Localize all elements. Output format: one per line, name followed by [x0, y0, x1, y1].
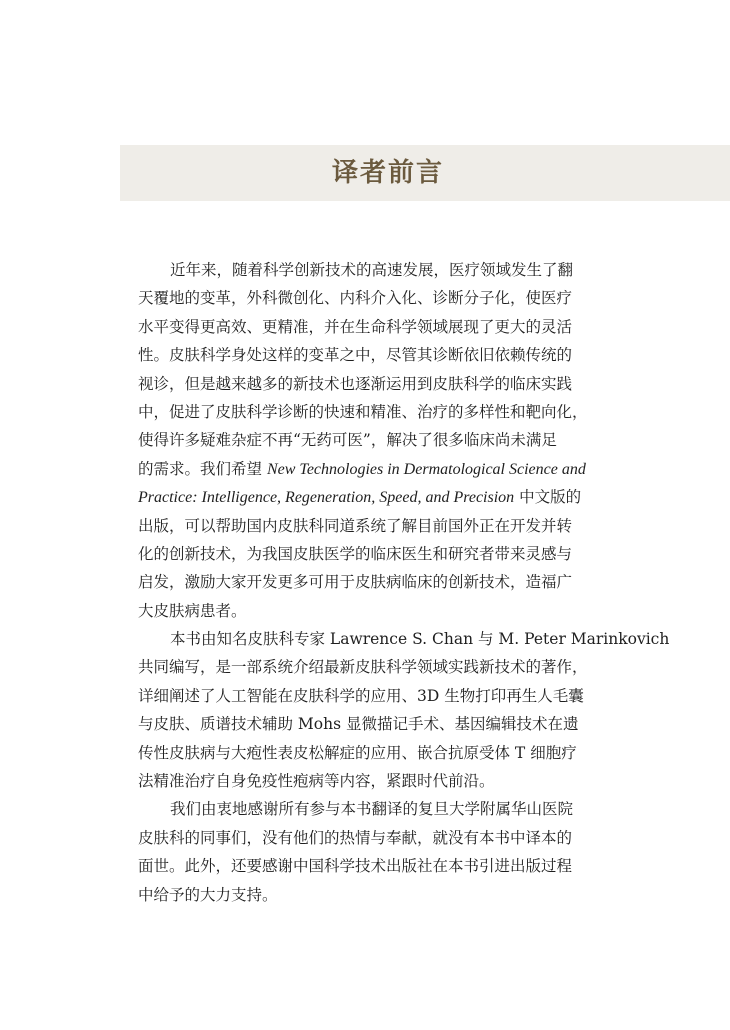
- paragraph-1-line-9: [138, 483, 600, 511]
- paragraph-1-line-10: 出版，可以帮助国内皮肤科同道系统了解目前国外正在开发并转: [138, 516, 573, 535]
- paragraph-1-line-7: 使得许多疑难杂症不再“无药可医”，解决了很多临床尚未满足: [138, 431, 557, 450]
- paragraph-2-line-5: 传性皮肤病与大疱性表皮松解症的应用、嵌合抗原受体 T 细胞疗: [138, 743, 577, 762]
- line-8-prefix: 的需求。我们希望: [138, 459, 267, 478]
- preface-body: [138, 256, 670, 909]
- book-title-part-2: Practice: Intelligence, Regeneration, Speed, and Precision: [138, 489, 515, 507]
- paragraph-1-line-13: 大皮肤病患者。: [138, 601, 247, 620]
- paragraph-3-line-3: 面世。此外，还要感谢中国科学技术出版社在本书引进出版过程: [138, 857, 573, 876]
- title-banner: [120, 145, 730, 201]
- paragraph-3-line-2: 皮肤科的同事们，没有他们的热情与奉献，就没有本书中译本的: [138, 828, 573, 847]
- paragraph-1-line-6: 中，促进了皮肤科学诊断的快速和精准、治疗的多样性和靶向化，: [138, 402, 588, 421]
- paragraph-2-line-4: 与皮肤、质谱技术辅助 Mohs 显微描记手术、基因编辑技术在遗: [138, 715, 579, 734]
- paragraph-2-line-1: 本书由知名皮肤科专家 Lawrence S. Chan 与 M. Peter Marinkovich: [170, 630, 670, 649]
- line-9-suffix: 中文版的: [514, 488, 582, 507]
- page-title: 译者前言: [331, 158, 444, 188]
- paragraph-1-line-12: 启发，激励大家开发更多可用于皮肤病临床的创新技术，造福广: [138, 573, 573, 592]
- paragraph-2-line-6: 法精准治疗自身免疫性疱病等内容，紧跟时代前沿。: [138, 772, 495, 791]
- paragraph-1-line-1: 近年来，随着科学创新技术的高速发展，医疗领域发生了翻: [170, 261, 574, 279]
- paragraph-3-line-1: 我们由衷地感谢所有参与本书翻译的复旦大学附属华山医院: [170, 800, 574, 819]
- paragraph-2-line-3: 详细阐述了人工智能在皮肤科学的应用、3D 生物打印再生人毛囊: [138, 686, 584, 705]
- paragraph-3-line-4: 中给予的大力支持。: [138, 885, 278, 904]
- paragraph-1-line-4: 性。皮肤科学身处这样的变革之中，尽管其诊断依旧依赖传统的: [138, 346, 573, 365]
- paragraph-1-line-5: 视诊，但是越来越多的新技术也逐渐运用到皮肤科学的临床实践: [138, 374, 573, 393]
- paragraph-1-line-8: [138, 455, 600, 483]
- paragraph-1-line-3: 水平变得更高效、更精准，并在生命科学领域展现了更大的灵活: [138, 317, 573, 336]
- paragraph-1-line-11: 化的创新技术，为我国皮肤医学的临床医生和研究者带来灵感与: [138, 544, 573, 563]
- paragraph-1-line-2: 天覆地的变革，外科微创化、内科介入化、诊断分子化，使医疗: [138, 289, 573, 308]
- book-title-part-1: New Technologies in Dermatological Science and: [266, 460, 586, 478]
- paragraph-2-line-2: 共同编写，是一部系统介绍最新皮肤科学领域实践新技术的著作，: [138, 658, 588, 677]
